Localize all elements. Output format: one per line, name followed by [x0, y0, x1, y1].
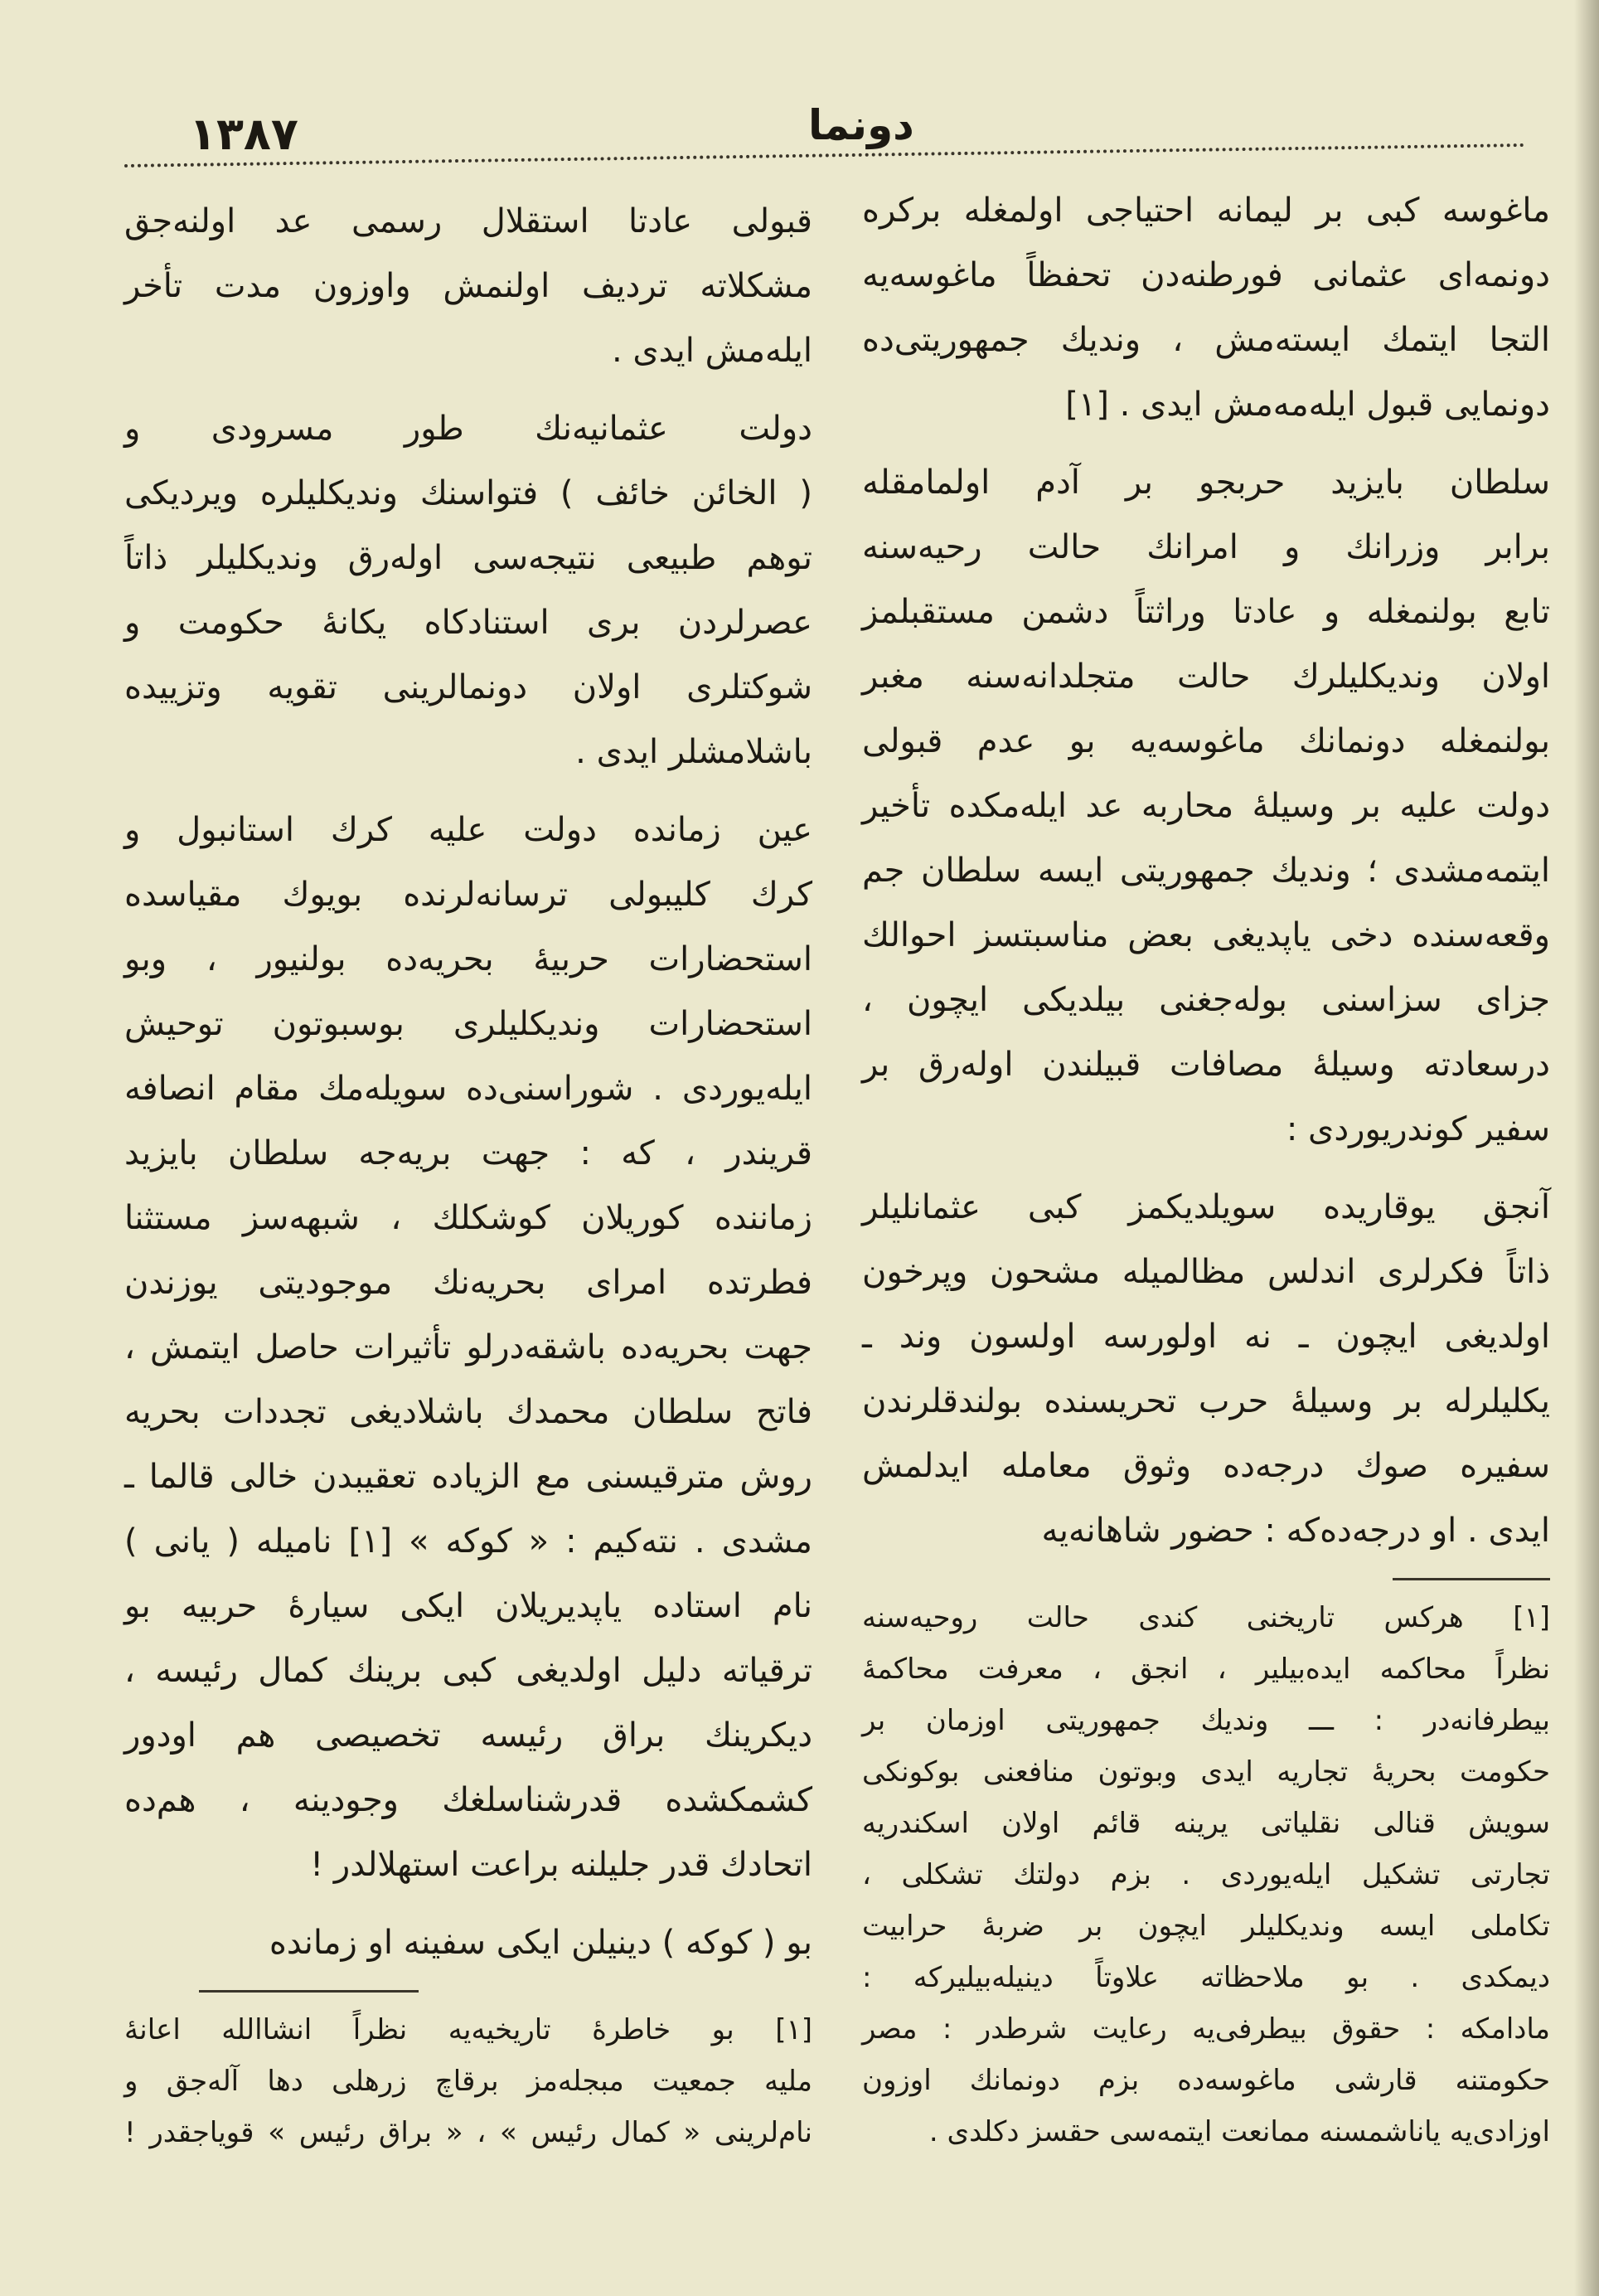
text-line: اولان وندیکلیلرك حالت متجلدانه‌سنه مغبر: [862, 658, 1550, 696]
right-footnote-divider: [1393, 1578, 1550, 1580]
text-line: عصرلردن بری استنادکاه یکانهٔ حکومت و: [124, 604, 812, 642]
footnote-line: بیطرفانه‌در : ـــ وندیك جمهوریتی اوزمان بر: [862, 1704, 1550, 1737]
left-column-body: [124, 189, 812, 1975]
text-line: باشلامشلر ایدی .: [575, 733, 812, 771]
text-line: جزای سزاسنی بوله‌جغنی بیلدیکی ایچون ،: [862, 981, 1550, 1019]
right-column-body: [862, 178, 1550, 1563]
text-line: توهم طبیعی نتیجه‌سی اوله‌رق وندیکلیلر ذاتاً: [124, 539, 812, 577]
text-line: ذاتاً فکرلری اندلس مظالمیله مشحون وپرخون: [862, 1253, 1550, 1291]
text-line: جهت بحریه‌ده باشقه‌درلو تأثیرات حاصل ایتمش ،: [124, 1328, 812, 1366]
footnote-line: [١] بو خاطرهٔ تاریخیه‌یه نظراً انشاالله اعانهٔ: [124, 2013, 812, 2046]
text-line: دونمه‌ای عثمانی فورطنه‌دن تحفظاً ماغوسه‌یه: [862, 256, 1550, 294]
footnote-line: سویش قنالی نقلیاتی یرینه قائم اولان اسکندریه: [862, 1807, 1550, 1840]
text-line: فطرتده امرای بحریه‌نك موجودیتی یوزندن: [124, 1264, 812, 1302]
text-line: بولنمغله دونمانك ماغوسه‌یه بو عدم قبولی: [862, 722, 1550, 760]
text-line: زماننده کوریلان کوشکلك ، شبهه‌سز مستثنا: [124, 1199, 812, 1237]
text-line: التجا ایتمك ایسته‌مش ، وندیك جمهوریتی‌ده: [862, 321, 1550, 359]
text-line: سفیر کوندریوردی :: [1286, 1110, 1550, 1148]
text-line: روش مترقیسنی مع الزیاده تعقیبدن خالی قالما ـ: [124, 1458, 812, 1496]
footnote-line: ملیه جمعیت مبجله‌مز برقاچ زرهلی دها آله‌جق و: [124, 2065, 812, 2098]
text-line: مشدی . نته‌کیم : « کوکه » [١] نامیله ( یانی ): [124, 1522, 812, 1561]
text-line: ایله‌یوردی . شوراسنی‌ده سویله‌مك مقام انصافه: [124, 1070, 812, 1108]
text-line: ترقیاته دلیل اولدیغی کبی برینك کمال رئیسه ،: [124, 1652, 812, 1690]
text-line: ایتمه‌مشدی ؛ وندیك جمهوریتی ایسه سلطان جم: [862, 852, 1550, 890]
text-line: سلطان بایزید حربجو بر آدم اولمامقله: [862, 464, 1550, 502]
text-line: درسعادته وسیلهٔ مصافات قبیلندن اوله‌رق بر: [862, 1046, 1550, 1084]
right-column-footnote: [862, 1592, 1550, 2158]
text-line: ایله‌مش ایدی .: [611, 332, 812, 370]
right-column: [862, 178, 1550, 2158]
footnote-line: نام‌لرینی « کمال رئیس » ، « براق رئیس » قویاجقدر !: [124, 2116, 812, 2149]
footnote-line: دیمکدی . بو ملاحظاته علاوتاً دینیله‌بیلیرکه :: [862, 1961, 1550, 1994]
text-line: دونمایی قبول ایله‌مه‌مش ایدی . [١]: [1065, 386, 1550, 424]
page-edge-shadow: [1574, 0, 1599, 2296]
footnote-line: اوزادی‌یه یاناشمسنه ممانعت ایتمه‌سی حقسز دکلدی .: [928, 2115, 1550, 2148]
text-line: بو ( کوکه ) دینیلن ایکی سفینه او زمانده: [269, 1924, 812, 1962]
text-line: قبولی عادتا استقلال رسمی عد اولنه‌جق: [124, 202, 812, 240]
text-line: تابع بولنمغله و عادتا وراثتاً دشمن مستقبلمز: [862, 593, 1550, 631]
running-title: دونما: [808, 101, 914, 149]
paragraph-gap: [862, 437, 1550, 450]
text-line: اولدیغی ایچون ـ نه اولورسه اولسون وند ـ: [862, 1318, 1550, 1356]
footnote-line: حکومت بحریهٔ تجاریه ایدی وبوتون منافعنی بوکونکی: [862, 1755, 1550, 1789]
left-footnote-divider: [199, 1990, 419, 1993]
text-line: ماغوسه کبی بر لیمانه احتیاجی اولمغله برکره: [862, 192, 1550, 230]
paragraph-gap: [862, 1162, 1550, 1175]
left-column: [124, 189, 812, 2158]
left-column-footnote: [124, 2004, 812, 2158]
text-line: فاتح سلطان محمدك باشلادیغی تجددات بحریه: [124, 1393, 812, 1431]
paragraph-gap: [124, 1897, 812, 1910]
footnote-line: تکاملی ایسه وندیکلیلر ایچون بر ضربهٔ حرابیت: [862, 1910, 1550, 1943]
text-line: نام استاده یاپدیریلان ایکی سیارهٔ حربیه بو: [124, 1587, 812, 1625]
text-line: وقعه‌سنده دخی یاپدیغی بعض مناسبتسز احوالك: [862, 916, 1550, 954]
page-number: ١٣٨٧: [189, 108, 298, 160]
text-line: دولت علیه بر وسیلهٔ محاربه عد ایله‌مکده تأخیر: [862, 787, 1550, 825]
text-line: اتحادك قدر جلیلنه براعت استهلالدر !: [310, 1846, 812, 1884]
paragraph-gap: [124, 383, 812, 396]
paragraph-gap: [124, 784, 812, 798]
text-line: یکلیلرله بر وسیلهٔ حرب تحریسنده بولندقلرندن: [862, 1382, 1550, 1420]
text-line: استحضارات وندیکلیلری بوسبوتون توحیش: [124, 1005, 812, 1043]
text-line: کرك کلیبولی ترسانه‌لرنده بویوك مقیاسده: [124, 876, 812, 914]
text-line: استحضارات حربیهٔ بحریه‌ده بولنیور ، وبو: [124, 940, 812, 978]
text-line: دولت عثمانیه‌نك طور مسرودی و: [124, 410, 812, 448]
text-line: آنجق یوقاریده سویلدیکمز کبی عثمانلیلر: [862, 1188, 1550, 1226]
footnote-line: حکومتنه قارشی ماغوسه‌ده بزم دونمانك اوزون: [862, 2064, 1550, 2097]
text-line: عین زمانده دولت علیه کرك استانبول و: [124, 811, 812, 849]
text-line: ( الخائن خائف ) فتواسنك وندیکلیلره ویردیکی: [124, 474, 812, 512]
footnote-line: [١] هرکس تاریخنی کندی حالت روحیه‌سنه: [862, 1601, 1550, 1634]
text-line: قریندر ، که : جهت بریه‌جه سلطان بایزید: [124, 1134, 812, 1172]
text-line: دیکرینك براق رئیسه تخصیصی هم اودور: [124, 1716, 812, 1755]
text-line: شوکتلری اولان دونمالرینی تقویه وتزییده: [124, 668, 812, 706]
footnote-line: نظراً محاکمه ایده‌بیلیر ، انجق ، معرفت محاکمهٔ: [862, 1653, 1550, 1686]
footnote-line: مادامکه : حقوق بیطرفی‌یه رعایت شرطدر : مصر: [862, 2012, 1550, 2046]
text-line: ایدی . او درجه‌ده‌که : حضور شاهانه‌یه: [1041, 1512, 1550, 1550]
text-line: سفیره صوك درجه‌ده وثوق معامله ایدلمش: [862, 1447, 1550, 1485]
text-line: مشکلاته تردیف اولنمش واوزون مدت تأخر: [124, 267, 812, 305]
text-line: کشمکشده قدرشناسلغك وجودینه ، هم‌ده: [124, 1781, 812, 1819]
footnote-line: تجارتی تشکیل ایله‌یوردی . بزم دولتك تشکلی ،: [862, 1858, 1550, 1891]
text-line: برابر وزرانك و امرانك حالت رحیه‌سنه: [862, 528, 1550, 566]
